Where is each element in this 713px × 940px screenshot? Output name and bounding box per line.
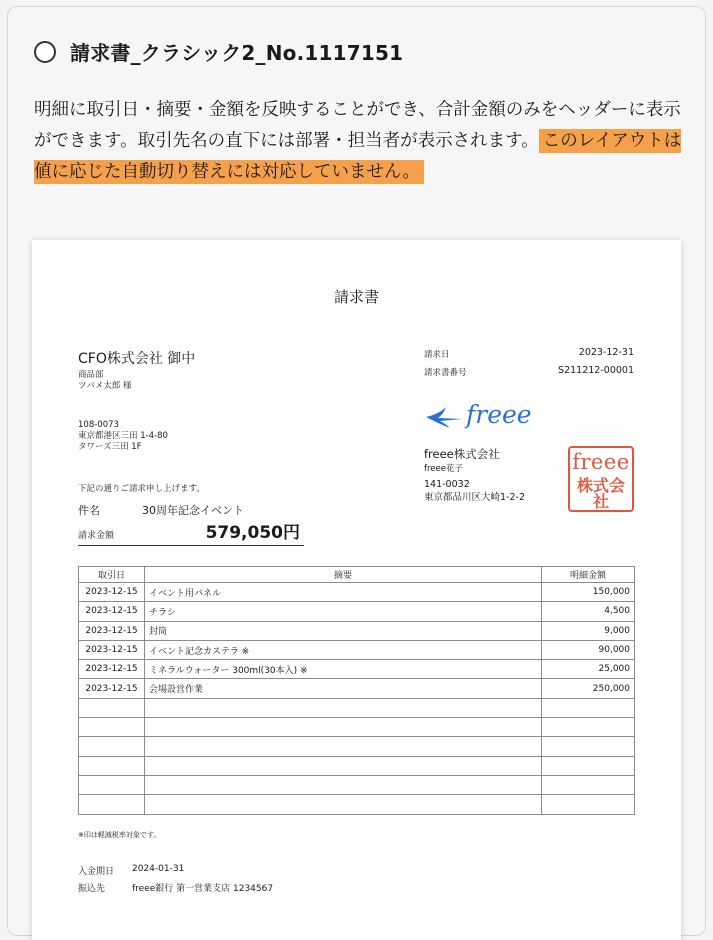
- client-person: ツバメ太郎 様: [78, 381, 132, 391]
- table-header-row: [79, 567, 635, 583]
- table-row: [79, 660, 635, 679]
- line-items-table: [78, 566, 635, 815]
- invoice-notice: 下記の通りご請求申し上げます。: [78, 484, 205, 494]
- row-description: 封筒: [145, 621, 542, 640]
- number-label: 請求書番号: [424, 368, 467, 378]
- row-amount: 90,000: [542, 640, 635, 659]
- row-amount: 150,000: [542, 583, 635, 602]
- subject-value: 30周年記念イベント: [142, 504, 244, 517]
- table-row: [79, 640, 635, 659]
- bank-value: freee銀行 第一営業支店 1234567: [132, 884, 274, 894]
- due-date-label: 入金期日: [78, 867, 115, 877]
- row-date: 2023-12-15: [79, 660, 145, 679]
- empty-row: [79, 698, 635, 717]
- row-description: イベント用パネル: [145, 583, 542, 602]
- empty-row: [79, 718, 635, 737]
- row-date: 2023-12-15: [79, 602, 145, 621]
- row-description: 会場設営作業: [145, 679, 542, 698]
- stamp-line2: 株式会社: [576, 476, 625, 511]
- stamp-line1: freee: [572, 450, 630, 474]
- issuer-details: [424, 464, 525, 504]
- client-department: 商品部: [78, 370, 104, 380]
- empty-row: [79, 756, 635, 775]
- invoice-preview: [32, 240, 681, 940]
- subject-label: 件名: [78, 504, 100, 517]
- row-amount: 25,000: [542, 660, 635, 679]
- row-date: 2023-12-15: [79, 583, 145, 602]
- client-contact: [78, 370, 132, 392]
- row-description: イベント記念カステラ ※: [145, 640, 542, 659]
- row-date: 2023-12-15: [79, 640, 145, 659]
- company-seal-stamp: [568, 446, 634, 512]
- row-description: ミネラルウォーター 300ml(30本入) ※: [145, 660, 542, 679]
- table-row: [79, 679, 635, 698]
- option-title: 請求書_クラシック2_No.1117151: [70, 41, 404, 65]
- date-label: 請求日: [424, 350, 450, 360]
- empty-row: [79, 795, 635, 814]
- client-address-line1: 東京都港区三田 1-4-80: [78, 431, 168, 441]
- amount-label: 請求金額: [78, 531, 115, 541]
- highlight-note: このレイアウトは値に応じた自動切り替えには対応していません。: [34, 131, 682, 182]
- issuer-address: 東京都品川区大崎1-2-2: [424, 492, 525, 503]
- header-amount: 明細金額: [542, 567, 635, 583]
- client-postal: 108-0073: [78, 420, 119, 430]
- row-amount: 9,000: [542, 621, 635, 640]
- row-description: チラシ: [145, 602, 542, 621]
- header-date: 取引日: [79, 567, 145, 583]
- freee-logo: [424, 400, 532, 429]
- option-description: [34, 95, 694, 188]
- row-date: 2023-12-15: [79, 621, 145, 640]
- swallow-icon: [424, 401, 464, 429]
- client-address: [78, 420, 168, 453]
- empty-row: [79, 775, 635, 794]
- bank-label: 振込先: [78, 884, 106, 894]
- table-row: [79, 583, 635, 602]
- issuer-company: freee株式会社: [424, 447, 500, 461]
- amount-row: [78, 524, 304, 546]
- amount-value: 579,050円: [205, 523, 300, 543]
- issuer-person: freee花子: [424, 464, 463, 474]
- client-address-line2: タワーズ三田 1F: [78, 442, 142, 452]
- header-description: 摘要: [145, 567, 542, 583]
- table-row: [79, 621, 635, 640]
- row-amount: 250,000: [542, 679, 635, 698]
- tax-footnote: ※印は軽減税率対象です。: [78, 831, 161, 839]
- invoice-title: 請求書: [333, 288, 379, 306]
- number-value: S211212-00001: [558, 365, 634, 376]
- option-header[interactable]: [34, 37, 403, 66]
- logo-text: freee: [466, 400, 532, 429]
- table-row: [79, 602, 635, 621]
- row-date: 2023-12-15: [79, 679, 145, 698]
- client-name: CFO株式会社 御中: [78, 351, 196, 367]
- description-text: 明細に取引日・摘要・金額を反映することができ、合計金額のみをヘッダーに表示ができます。取引先名の直下には部署・担当者が表示されます。: [34, 100, 681, 151]
- radio-button[interactable]: [34, 41, 56, 63]
- empty-row: [79, 737, 635, 756]
- issuer-postal: 141-0032: [424, 479, 470, 490]
- due-date-value: 2024-01-31: [132, 864, 185, 874]
- row-amount: 4,500: [542, 602, 635, 621]
- date-value: 2023-12-31: [578, 347, 634, 358]
